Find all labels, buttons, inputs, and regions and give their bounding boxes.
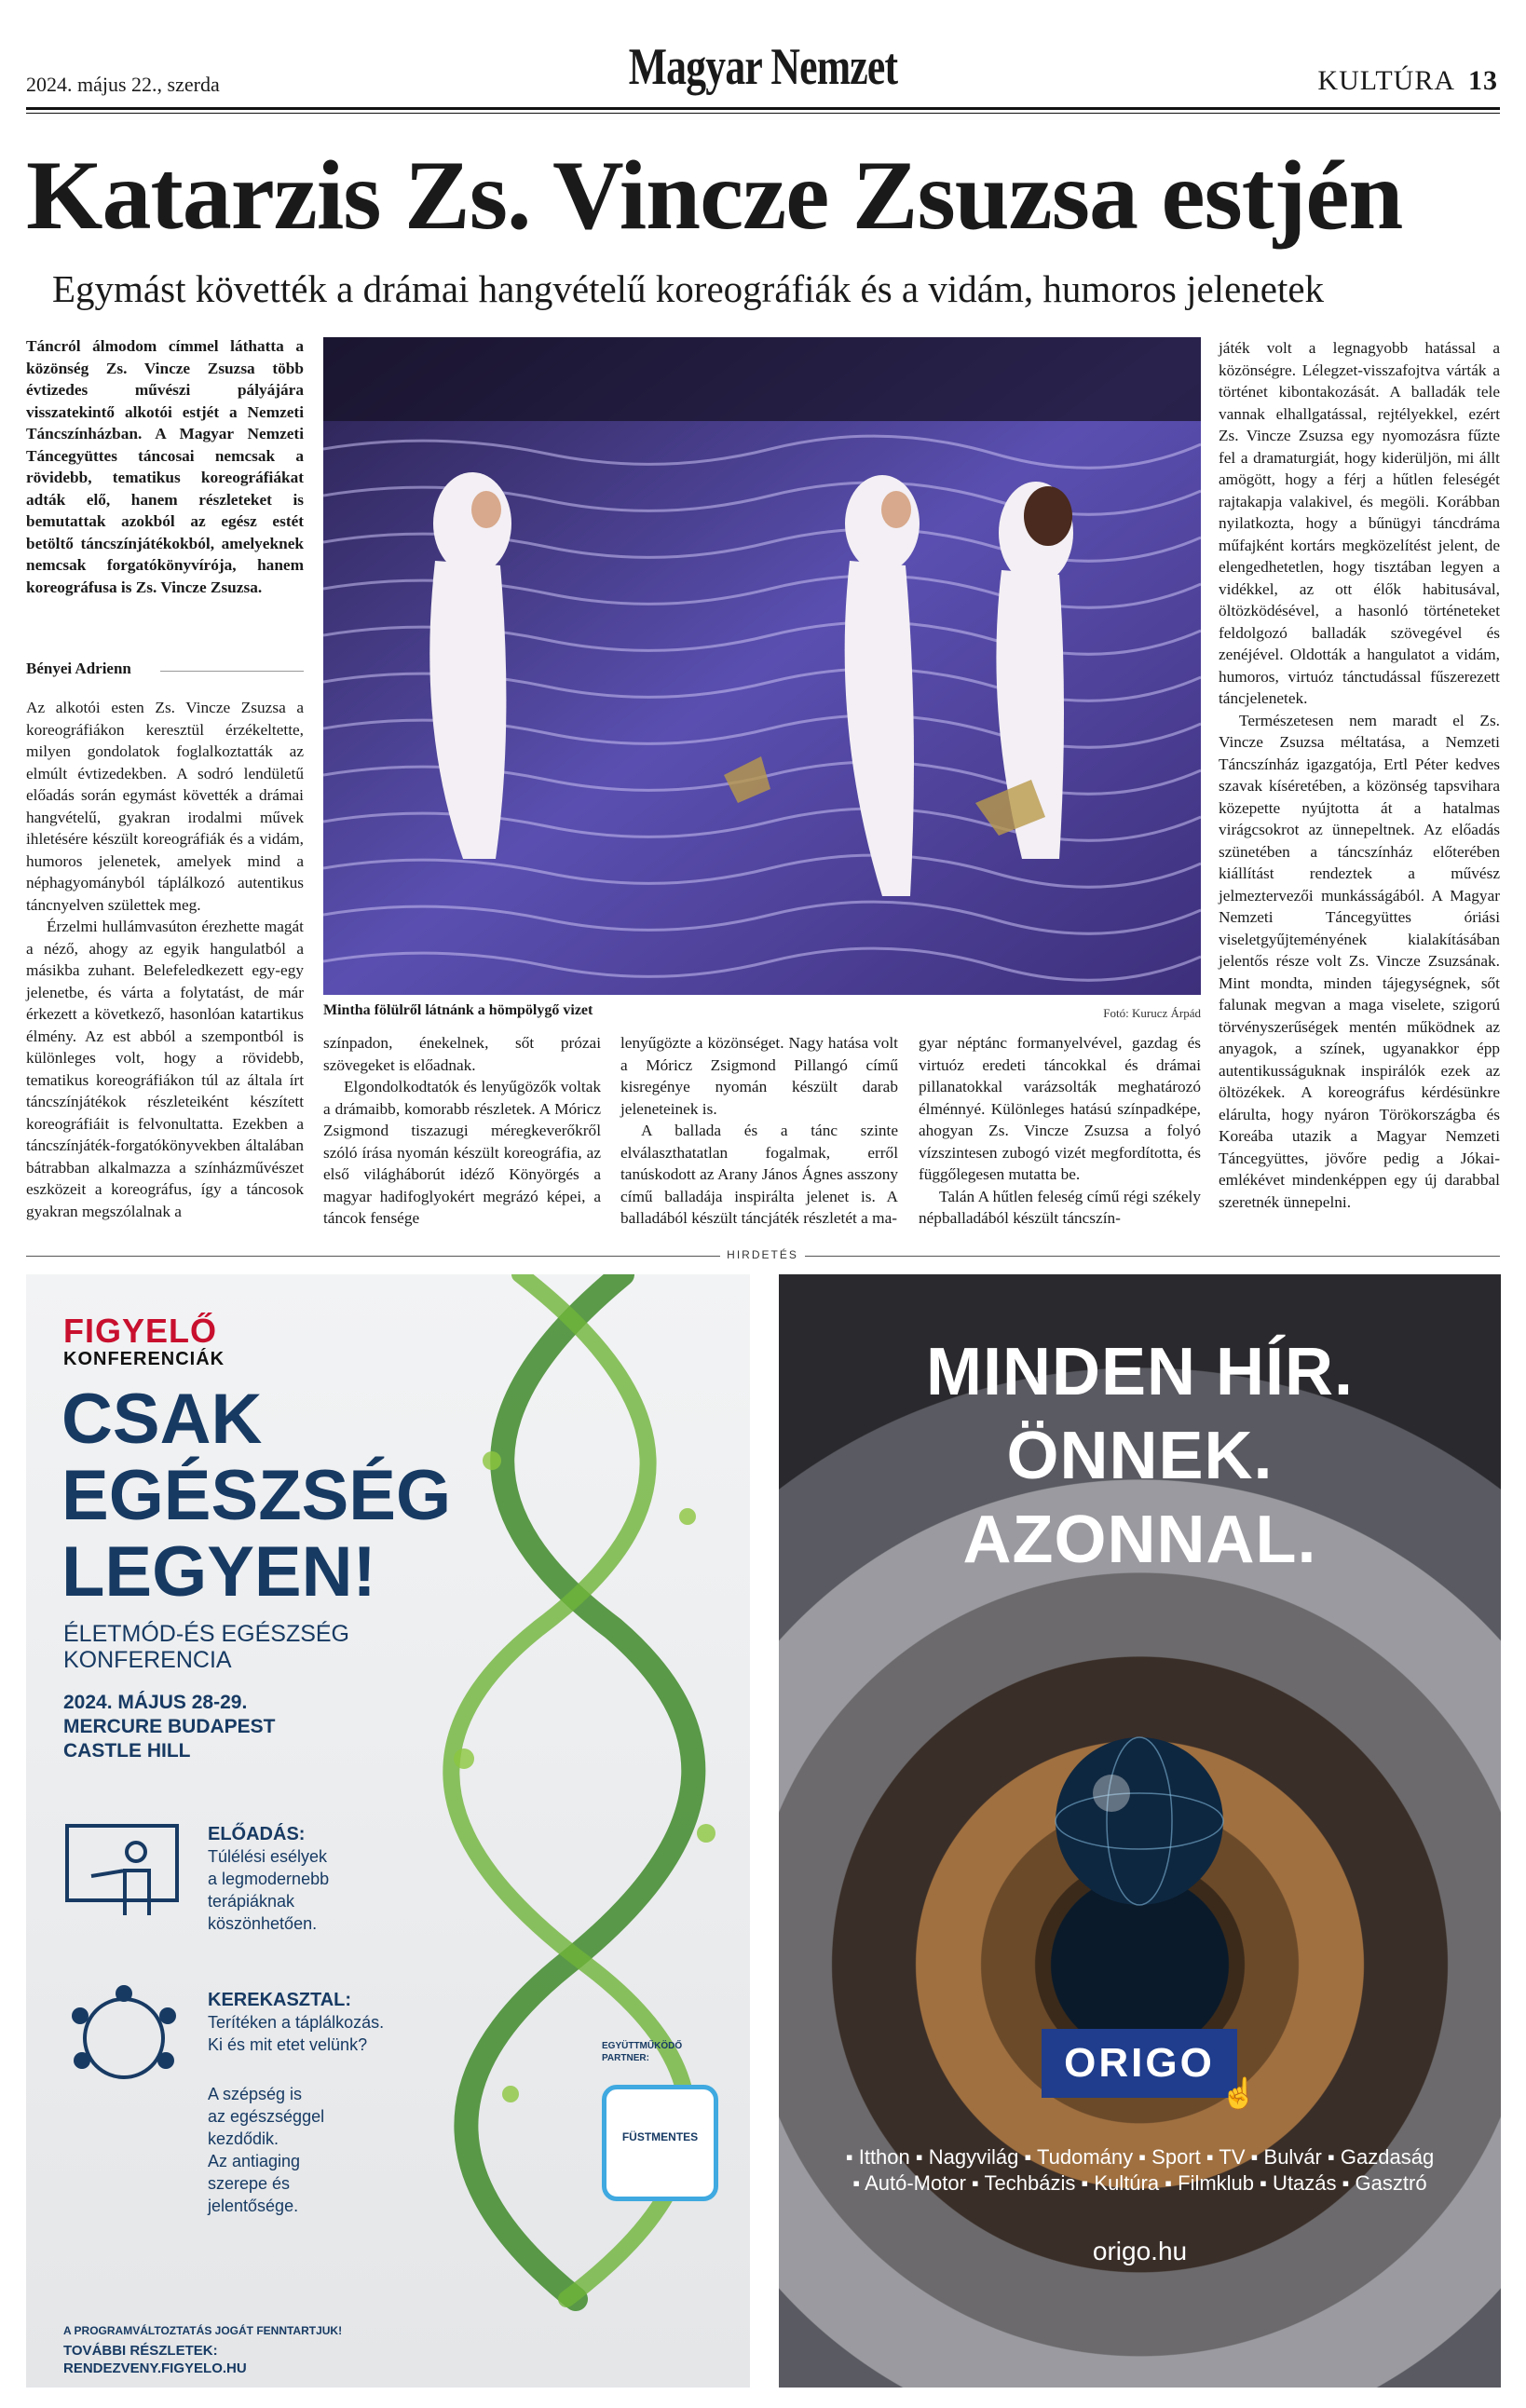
- article-column-5: [1219, 337, 1500, 1213]
- event-venue-2: CASTLE HILL: [63, 1740, 191, 1762]
- partner-label: EGYÜTTMŰKÖDŐ PARTNER:: [602, 2041, 683, 2063]
- ad-slogan: [779, 1330, 1501, 1582]
- paragraph: Elgondolkodtatók és lenyűgözők voltak a drámaibb, komorabb részletek. A Móricz Zsigmond tiszazugi méregkeverőkről szóló írása nyomán készült koreográfia, az első világháborút idéző Könyörgés a magyar hadifoglyokért megrázó képei, a táncok fensége: [323, 1078, 601, 1227]
- newspaper-logo[interactable]: Magyar Nemzet: [628, 38, 898, 96]
- article-subhead: Egymást követték a drámai hangvételű koreográfiák és a vidám, humoros jelenetek: [52, 267, 1325, 310]
- photo-credit: Fotó: Kurucz Árpád: [1103, 1006, 1201, 1020]
- ad-disclaimer: A PROGRAMVÁLTOZTATÁS JOGÁT FENNTARTJUK!: [63, 2324, 343, 2337]
- ad-subtitle-line: ÉLETMÓD-ÉS EGÉSZSÉG: [63, 1621, 350, 1647]
- ad-item-line: A szépség is: [208, 2085, 303, 2103]
- dna-plant-illustration: [408, 1274, 750, 2388]
- ad-item-line: az egészséggel: [208, 2107, 325, 2126]
- article-column-1: [26, 697, 304, 1222]
- figyelo-logo: FIGYELŐ: [63, 1312, 218, 1350]
- dance-photo-image: [323, 337, 1201, 995]
- ad-subtitle: [63, 1621, 349, 1673]
- paragraph: Természetesen nem maradt el Zs. Vincze Zsuzsa méltatása, a Nemzeti Táncszínház igazgatója, Ertl Péter kedves szavak kíséretében, a közönség tapsvihara közepette nyújtotta át a hatalmas virágcsokrot az ünnepeltnek. Az előadás szünetében a táncszínház előterében kiállítást rendeztek a művész jelmeztervezői munkásságából. A Magyar Nemzeti Táncegyüttes óriási viseletgyűjteményének kialakításában jelentős része volt Zs. Vincze Zsuzsának. Mint mondta, minden tájegységnek, sőt falunak megvan a maga viselete, szigorú törvényszerűségek mentén működnek az anyagok, a színek, ugyanakkor épp autentikusságuknak inspirálók ezek az öltözékek. A koreográfus kérdésünkre elárulta, hogy nyáron Törökországba és Koreába utazik a Magyar Nemzeti Táncegyüttes, jövőre pedig a Jókai-emlékévet mindenképpen egy új darabbal szeretnék ünnepelni.: [1219, 711, 1500, 1211]
- presentation-icon: [63, 1822, 184, 1925]
- hand-cursor-icon: ☝: [1220, 2076, 1258, 2110]
- figyelo-logo-sub: KONFERENCIÁK: [63, 1349, 225, 1369]
- ad-title-line: CSAK: [61, 1380, 263, 1459]
- ad-event-info: [63, 1691, 276, 1763]
- section-header: [1317, 65, 1498, 97]
- dance-photo: [323, 337, 1201, 995]
- article-headline: Katarzis Zs. Vincze Zsuzsa estjén: [26, 141, 1403, 250]
- ad-title-line: EGÉSZSÉG: [61, 1456, 452, 1535]
- ad-item-beauty: [208, 2083, 324, 2217]
- article-lead: Táncról álmodom címmel láthatta a közönség Zs. Vincze Zsuzsa több évtizedes művészi pályájára visszatekintő alkotói estjét a Nemzeti Táncszínházban. A Magyar Nemzeti Táncegyüttes táncosai nemcsak a rövidebb, tematikus koreográfiákat adták elő, hanem részleteket is bemutattak azokból az egész estét betöltő táncszínjátékokból, amelyeknek nemcsak forgatókönyvírója, hanem koreográfusa is Zs. Vincze Zsuzsa.: [26, 337, 304, 596]
- origo-logo-button[interactable]: ORIGO: [1042, 2029, 1237, 2098]
- slogan-line: MINDEN HÍR.: [926, 1335, 1354, 1409]
- article-column-4: [919, 1032, 1201, 1230]
- ad-title: [61, 1381, 451, 1611]
- origo-url[interactable]: origo.hu: [1092, 2237, 1188, 2265]
- article-column-3: [620, 1032, 898, 1230]
- ad-item-line: Az antiaging: [208, 2152, 301, 2170]
- ad-item-line: Terítéken a táplálkozás.: [208, 2013, 385, 2032]
- slogan-line: AZONNAL.: [962, 1503, 1317, 1577]
- ad-item-line: szerepe és: [208, 2174, 291, 2193]
- conference-ad[interactable]: [26, 1274, 750, 2388]
- ad-more-url[interactable]: RENDEZVENY.FIGYELO.HU: [63, 2360, 247, 2376]
- article-column-2: [323, 1032, 601, 1230]
- event-date: 2024. MÁJUS 28-29.: [63, 1692, 248, 1713]
- paragraph: Talán A hűtlen feleség című régi székely népballadából készült táncszín-: [919, 1187, 1201, 1227]
- ad-label: HIRDETÉS: [727, 1248, 798, 1261]
- roundtable-icon: [63, 1982, 184, 2094]
- event-venue: MERCURE BUDAPEST: [63, 1716, 276, 1737]
- ad-item-heading: ELŐADÁS:: [208, 1824, 306, 1844]
- origo-ad[interactable]: [779, 1274, 1501, 2388]
- ad-item-line: kezdődik.: [208, 2129, 279, 2148]
- ad-item-line: Túlélési esélyek: [208, 1847, 328, 1866]
- ad-item-heading: KEREKASZTAL:: [208, 1990, 352, 2010]
- paragraph: színpadon, énekelnek, sőt prózai szövegeket is előadnak.: [323, 1034, 601, 1074]
- partner-name: FÜSTMENTES: [621, 2130, 699, 2143]
- ad-item-line: köszönhetően.: [208, 1914, 318, 1933]
- ad-title-line: LEGYEN!: [61, 1532, 376, 1612]
- issue-date: 2024. május 22., szerda: [26, 73, 220, 96]
- origo-sections-line2: ▪ Autó-Motor ▪ Techbázis ▪ Kultúra ▪ Filmklub ▪ Utazás ▪ Gasztró: [852, 2171, 1427, 2195]
- ad-item-roundtable: [208, 1990, 384, 2056]
- ad-item-line: terápiáknak: [208, 1892, 295, 1911]
- ad-rule-right: [805, 1256, 1500, 1257]
- ad-rule-left: [26, 1256, 720, 1257]
- page-number: 13: [1468, 65, 1498, 96]
- paragraph: játék volt a legnagyobb hatással a közönségre. Lélegzet-visszafojtva várták a történet kibontakozását. A balladák tele vannak elhallgatással, rejtélyekkel, ezért Zs. Vincze Zsuzsa egy nyomozásra fűzte fel a dramaturgiát, hogy kiderüljön, mi állt amögött, hogy a férj a hűtlen feleségét rajtakapja valakivel, és megöli. Korábban nyilatkozta, hogy a bűnügyi táncdráma műfajként kortárs megközelítést jelent, de elengedhetetlen, hogy tisztában legyen a vidékkel, az ott élők habitusával, öltözködésével, a hasonló történeteket feldolgozó balladák szövegével és zenéjével. Oldották a hangulatot a vidám, humoros, virtuóz tánctudással fűszerezett táncjelenetek.: [1219, 339, 1500, 707]
- ad-item-lecture: [208, 1824, 329, 1935]
- paragraph: Érzelmi hullámvasúton érezhette magát a néző, ahogy az egyik hangulatból a másikba zuhant. Belefeledkezett egy-egy jelenetbe, és várta a folytatást, de már érkezett a következő, hasonlóan katartikus élmény. Az est abból a szempontból is különleges volt, hogy a rövidebb, tematikus koreográfiákon túl az általa írt táncszínjátékok részleteiként készített koreográfiáit is felvonultatta. Ezekben a táncszínjáték-forgatókönyvekben általában bátrabban alkalmazza a színházművészet eszközeit a koreográfus, így a táncosok gyakran megszólalnak a: [26, 918, 304, 1220]
- byline-rule: [160, 671, 304, 672]
- globe-icon: [1046, 1728, 1233, 1914]
- origo-sections-line1: ▪ Itthon ▪ Nagyvilág ▪ Tudomány ▪ Sport ▪ TV ▪ Bulvár ▪ Gazdaság: [845, 2145, 1435, 2169]
- ad-item-line: Ki és mit etet velünk?: [208, 2035, 368, 2054]
- masthead-rule-thin: [26, 113, 1500, 114]
- paragraph: A ballada és a tánc szinte elválaszthatatlan fogalmak, erről tanúskodott az Arany János Ágnes asszony című balladája inspirálta jelenet is. A balladából készült táncjáték részletét a ma-: [620, 1122, 898, 1227]
- ad-more-label: TOVÁBBI RÉSZLETEK:: [63, 2343, 218, 2359]
- article-byline: Bényei Adrienn: [26, 660, 131, 677]
- paragraph: Az alkotói esten Zs. Vincze Zsuzsa a koreográfiákon keresztül érzékeltette, milyen gondolatok foglalkoztatták az elmúlt évtizedekben. A sodró lendületű előadás során egymást követték a drámai hangvételű, gyakran irodalmi művek ihletésére készült koreográfiák és a vidám, humoros jelenetek, amelyek mind a néphagyományból táplálkozó autentikus táncnyelven születtek meg.: [26, 699, 304, 914]
- paragraph: lenyűgözte a közönséget. Nagy hatása volt a Móricz Zsigmond Pillangó című kisregénye nyomán készült darab jeleneteinek is.: [620, 1034, 898, 1118]
- slogan-line: ÖNNEK.: [1006, 1419, 1274, 1493]
- ad-item-line: jelentősége.: [208, 2197, 299, 2215]
- ad-item-line: a legmodernebb: [208, 1870, 330, 1888]
- ad-subtitle-line: KONFERENCIA: [63, 1647, 232, 1673]
- fustmentes-logo: [602, 2085, 718, 2201]
- paragraph: gyar néptánc formanyelvével, gazdag és virtuóz eredeti táncokkal és drámai pillanatokkal varázsolták meghatározó élménnyé. Különleges hatású színpadképe, ahogyan Zs. Vincze Zsuzsa a folyó vízszintesen zubogó vizét megfordította, és függőlegesen mutatta be.: [919, 1034, 1201, 1183]
- photo-caption: Mintha fölülről látnánk a hömpölygő vizet: [323, 1002, 593, 1018]
- section-name: KULTÚRA: [1317, 65, 1455, 96]
- masthead-rule: [26, 107, 1500, 110]
